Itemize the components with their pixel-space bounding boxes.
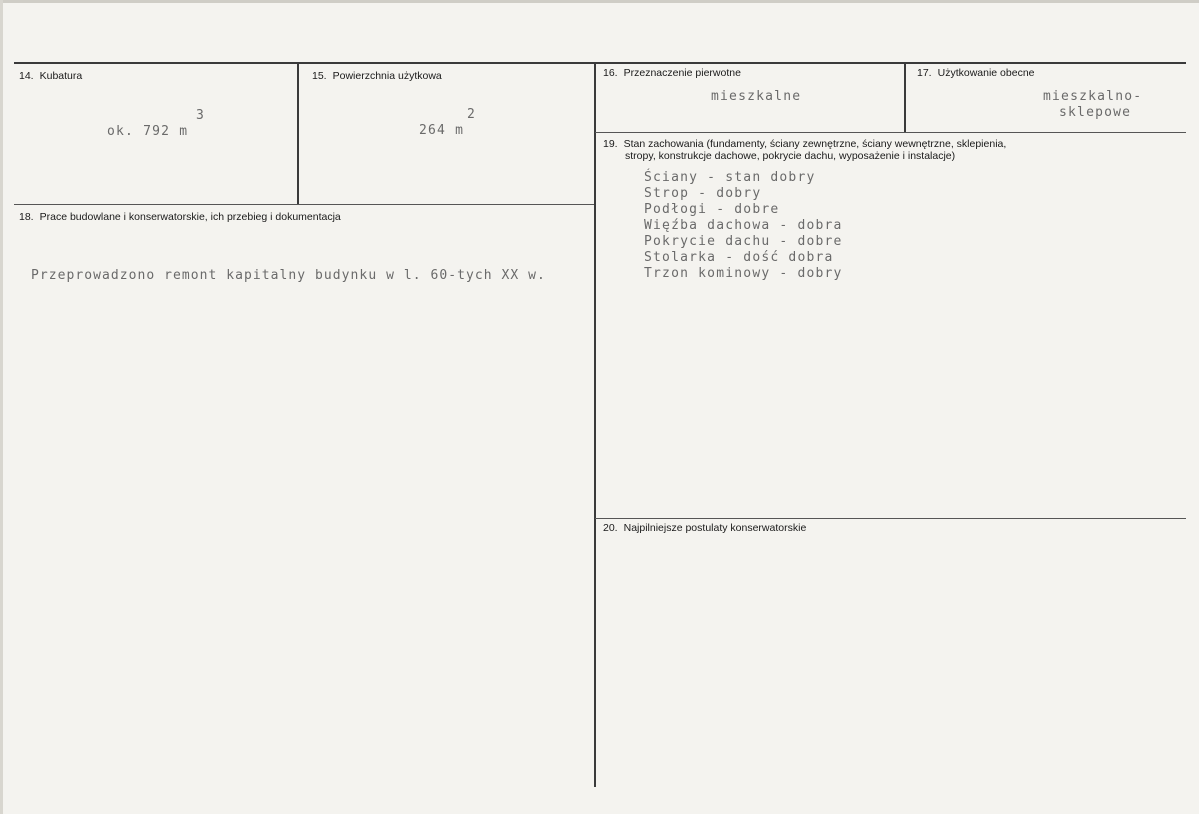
field-20-label: 20. Najpilniejsze postulaty konserwatorskie [603,522,807,534]
center-divider [594,63,596,787]
rule-above-20 [595,518,1186,519]
field-17-value-line1: mieszkalno- [1043,89,1143,104]
condition-item: Stolarka - dość dobra [644,250,834,265]
rule-below-14-15 [14,204,594,205]
top-rule [14,62,1186,64]
card-left-edge [0,0,3,814]
condition-item: Pokrycie dachu - dobre [644,234,843,249]
condition-item: Więźba dachowa - dobra [644,218,843,233]
divider-16-17 [904,63,906,133]
field-19-label-line2: stropy, konstrukcje dachowe, pokrycie dachu, wyposażenie i instalacje) [625,150,956,162]
field-15-exponent: 2 [467,107,477,122]
field-15-value: 264 m [419,123,465,138]
field-15-label: 15. Powierzchnia użytkowa [312,70,442,82]
field-14-label: 14. Kubatura [19,70,83,82]
field-14-value: ok. 792 m [107,124,189,139]
card-top-edge [0,0,1199,3]
condition-item: Trzon kominowy - dobry [644,266,843,281]
field-16-value: mieszkalne [711,89,802,104]
condition-item: Strop - dobry [644,186,762,201]
divider-14-15 [297,63,299,205]
field-19-label-line1: 19. Stan zachowania (fundamenty, ściany zewnętrzne, ściany wewnętrzne, sklepienia, [603,138,1007,150]
field-17-label: 17. Użytkowanie obecne [917,67,1035,79]
field-18-value: Przeprowadzono remont kapitalny budynku w l. 60-tych XX w. [31,268,546,283]
condition-list [644,170,843,282]
condition-item: Podłogi - dobre [644,202,780,217]
field-14-exponent: 3 [196,108,206,123]
field-17-value-line2: sklepowe [1059,105,1132,120]
field-16-label: 16. Przeznaczenie pierwotne [603,67,741,79]
condition-item: Ściany - stan dobry [644,170,816,185]
field-18-label: 18. Prace budowlane i konserwatorskie, ich przebieg i dokumentacja [19,211,341,223]
rule-below-16-17 [595,132,1186,133]
